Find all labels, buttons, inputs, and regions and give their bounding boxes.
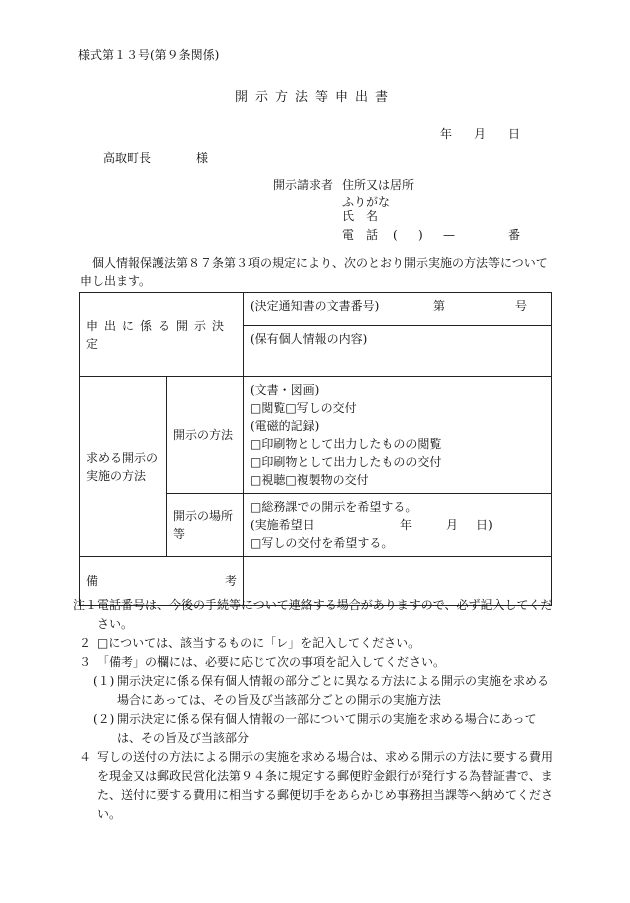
form-number: 様式第１３号(第９条関係) [78, 48, 220, 62]
phone-paren-close: ) [418, 228, 423, 242]
method-section-cell [80, 377, 167, 557]
note-1 [73, 596, 557, 634]
note-text: 電話番号は、今後の手続等について連絡する場合がありますので、必ず記入してください。 [97, 598, 553, 631]
request-table [79, 292, 552, 606]
note-text: 開示決定に係る保有個人情報の一部について開示の実施を求める場合にあっては、その旨及び当該部分 [117, 712, 537, 745]
method-section-label: 求める開示の実施の方法 [86, 450, 159, 483]
decision-label-cell [80, 293, 244, 377]
method-label-cell [167, 377, 244, 494]
requester-furigana-label: ふりがな [342, 195, 391, 209]
phone-ban: 番 [508, 228, 521, 242]
requester-phone-label: 電 話 [342, 228, 379, 242]
place-date-day: 日) [476, 518, 493, 532]
addressee: 高取町長 [103, 151, 152, 165]
remarks-label-right: 考 [224, 574, 237, 588]
method-option-print-view[interactable]: □印刷物として出力したものの閲覧 [250, 437, 442, 451]
table-row [80, 293, 552, 326]
place-option-office[interactable]: □総務課での開示を希望する。 [250, 500, 418, 514]
note-3-2 [79, 710, 557, 748]
place-option-copy-delivery[interactable]: □写しの交付を希望する。 [250, 536, 394, 550]
note-number: 注１ [73, 598, 98, 612]
date-day-label: 日 [508, 127, 521, 141]
note-text: □については、該当するものに「レ」を記入してください。 [97, 636, 421, 650]
phone-paren-open: ( [393, 228, 398, 242]
method-option-view-copy[interactable]: □閲覧□写しの交付 [250, 401, 357, 415]
place-options-cell [244, 494, 552, 557]
note-2 [79, 634, 557, 653]
note-number: (１) [93, 674, 115, 688]
note-text: 開示決定に係る保有個人情報の部分ごとに異なる方法による開示の実施を求める場合にあっては、その旨及び当該部分ごとの開示の実施方法 [117, 674, 550, 707]
place-label-cell [167, 494, 244, 557]
date-month-label: 月 [474, 127, 487, 141]
date-year-label: 年 [440, 127, 453, 141]
requester-name-label: 氏 名 [342, 209, 379, 223]
note-3 [79, 653, 557, 672]
method-option-print-deliver[interactable]: □印刷物として出力したものの交付 [250, 455, 442, 469]
decision-go: 号 [514, 299, 527, 313]
decision-doc-number-label: (決定通知書の文書番号) [250, 299, 380, 313]
notes [73, 596, 557, 824]
method-option-watch-copy[interactable]: □視聴□複製物の交付 [250, 473, 369, 487]
remarks-label-left: 備 [86, 574, 99, 588]
method-line-docs: (文書・図画) [250, 383, 320, 397]
place-date-month: 月 [446, 518, 459, 532]
requester-label: 開示請求者 [273, 178, 334, 192]
place-label: 開示の場所等 [173, 509, 234, 541]
decision-label: 申出に係る開示決定 [86, 318, 231, 351]
intro-paragraph: 個人情報保護法第８７条第３項の規定により、次のとおり開示実施の方法等について申し出ます。 [80, 256, 548, 288]
place-date-year: 年 [400, 518, 413, 532]
note-number: ４ [79, 750, 92, 764]
method-line-electronic: (電磁的記録) [250, 419, 320, 433]
table-row [80, 377, 552, 494]
decision-content-label: (保有個人情報の内容) [250, 332, 368, 346]
decision-doc-number-cell[interactable] [244, 293, 552, 326]
note-number: ２ [79, 636, 92, 650]
note-number: (２) [93, 712, 115, 726]
note-text: 「備考」の欄には、必要に応じて次の事項を記入してください。 [97, 655, 446, 669]
decision-dai: 第 [432, 299, 445, 313]
phone-dash: — [443, 228, 455, 242]
note-3-1 [79, 672, 557, 710]
method-label: 開示の方法 [173, 428, 234, 442]
decision-content-cell[interactable] [244, 326, 552, 377]
note-4 [79, 748, 557, 824]
method-options-cell [244, 377, 552, 494]
note-text: 写しの送付の方法による開示の実施を求める場合は、求める開示の方法に要する費用を現金又は郵政民営化法第９４条に規定する郵便貯金銀行が発行する為替証書で、また、送付に要する費用に相当する郵便切手をあらかじめ事務担当課等へ納めてください。 [97, 750, 554, 821]
page-title: 開示方法等申出書 [234, 90, 395, 105]
place-desired-date[interactable] [250, 516, 545, 534]
addressee-suffix: 様 [196, 151, 209, 165]
place-date-prefix: (実施希望日 [250, 518, 315, 532]
note-number: ３ [79, 655, 92, 669]
requester-address-label: 住所又は居所 [342, 178, 415, 192]
